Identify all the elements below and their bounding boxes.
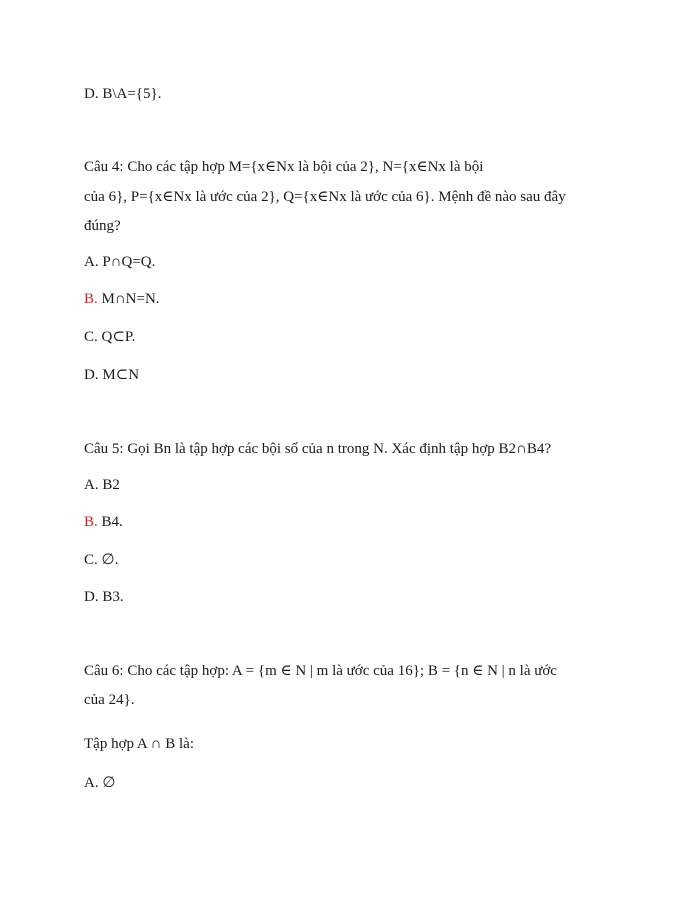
q3-option-d: D. B\A={5}. [84, 86, 162, 102]
q4-option-c: C. Q⊂P. [84, 329, 136, 345]
q4-question-line-2: của 6}, P={x∈Nx là ước của 2}, Q={x∈Nx là ước của 6}. Mệnh đề nào sau đây [84, 189, 566, 205]
q6-question-line-3: Tập hợp A ∩ B là: [84, 736, 195, 752]
q4-option-b-letter: B. [84, 291, 98, 307]
q6-option-a: A. ∅ [84, 775, 116, 791]
q4-option-b [84, 289, 160, 309]
q4-option-a: A. P∩Q=Q. [84, 254, 156, 270]
q5-option-c: C. ∅. [84, 552, 119, 568]
q5-option-b-letter: B. [84, 514, 98, 530]
q5-option-a: A. B2 [84, 477, 120, 493]
q5-option-d: D. B3. [84, 589, 124, 605]
q5-option-b [84, 512, 123, 532]
q4-option-b-text: M∩N=N. [97, 291, 160, 307]
q4-option-d: D. M⊂N [84, 367, 140, 383]
q6-question-line-2: của 24}. [84, 692, 135, 708]
q5-option-b-text: B4. [97, 514, 123, 530]
q6-question-line-1: Câu 6: Cho các tập hợp: A = {m ∈ N | m là ước của 16}; B = {n ∈ N | n là ước [84, 663, 557, 679]
q4-question-line-3: đúng? [84, 218, 121, 234]
q5-question-line-1: Câu 5: Gọi Bn là tập hợp các bội số của n trong N. Xác định tập hợp B2∩B4? [84, 441, 552, 457]
q4-question-line-1: Câu 4: Cho các tập hợp M={x∈Nx là bội của 2}, N={x∈Nx là bội [84, 159, 484, 175]
